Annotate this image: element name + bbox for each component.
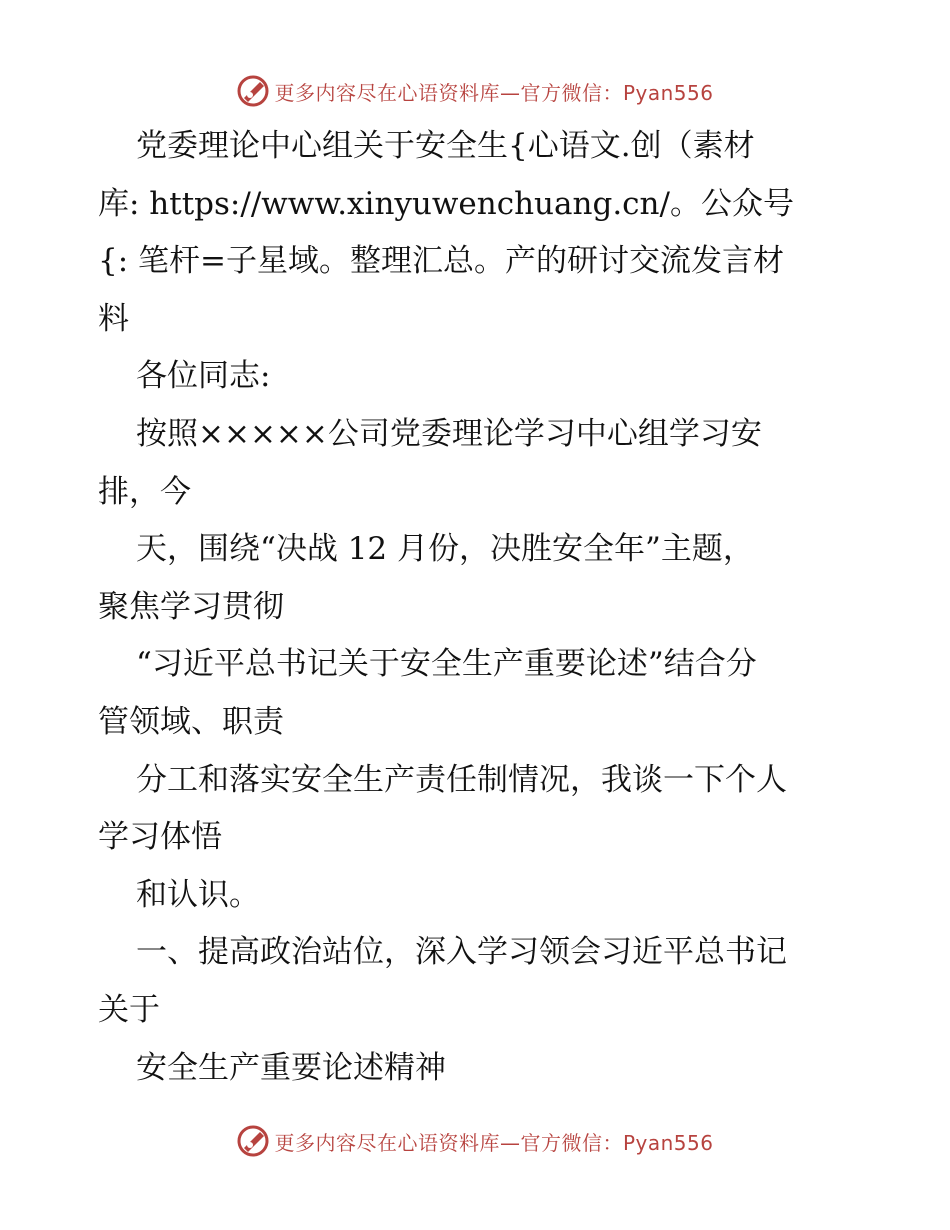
footer-banner — [0, 1121, 950, 1161]
text-line: 料 — [98, 300, 129, 337]
document-body — [98, 118, 858, 1097]
text-line: 排，今 — [98, 473, 191, 510]
text-line: 和认识。 — [136, 876, 260, 913]
banner-text: 更多内容尽在心语资料库—官方微信：Pyan556 — [274, 80, 714, 105]
text-line: 安全生产重要论述精神 — [136, 1049, 446, 1086]
text-line: 分工和落实安全生产责任制情况，我谈一下个人 — [136, 761, 787, 798]
text-line: 学习体悟 — [98, 819, 222, 856]
text-line: 库: https://www.xinyuwenchuang.cn/。公众号 — [98, 185, 794, 222]
text-line: 各位同志: — [136, 358, 271, 395]
pen-logo-icon — [236, 1124, 270, 1158]
banner-text: 更多内容尽在心语资料库—官方微信：Pyan556 — [274, 1130, 714, 1155]
text-line: 党委理论中心组关于安全生{心语文.创（素材 — [136, 128, 755, 164]
text-line: 管领域、职责 — [98, 703, 284, 740]
pen-logo-icon — [236, 74, 270, 108]
header-banner — [0, 71, 950, 111]
text-line: 聚焦学习贯彻 — [98, 588, 284, 625]
text-line: 天，围绕“决战 12 月份，决胜安全年”主题， — [136, 531, 754, 568]
text-line: 一、提高政治站位，深入学习领会习近平总书记 — [136, 934, 787, 971]
text-line: “习近平总书记关于安全生产重要论述”结合分 — [136, 646, 757, 683]
text-line: {: 笔杆=子星域。整理汇总。产的研讨交流发言材 — [98, 243, 784, 280]
text-line: 按照×××××公司党委理论学习中心组学习安 — [136, 415, 762, 452]
text-line: 关于 — [98, 991, 160, 1028]
